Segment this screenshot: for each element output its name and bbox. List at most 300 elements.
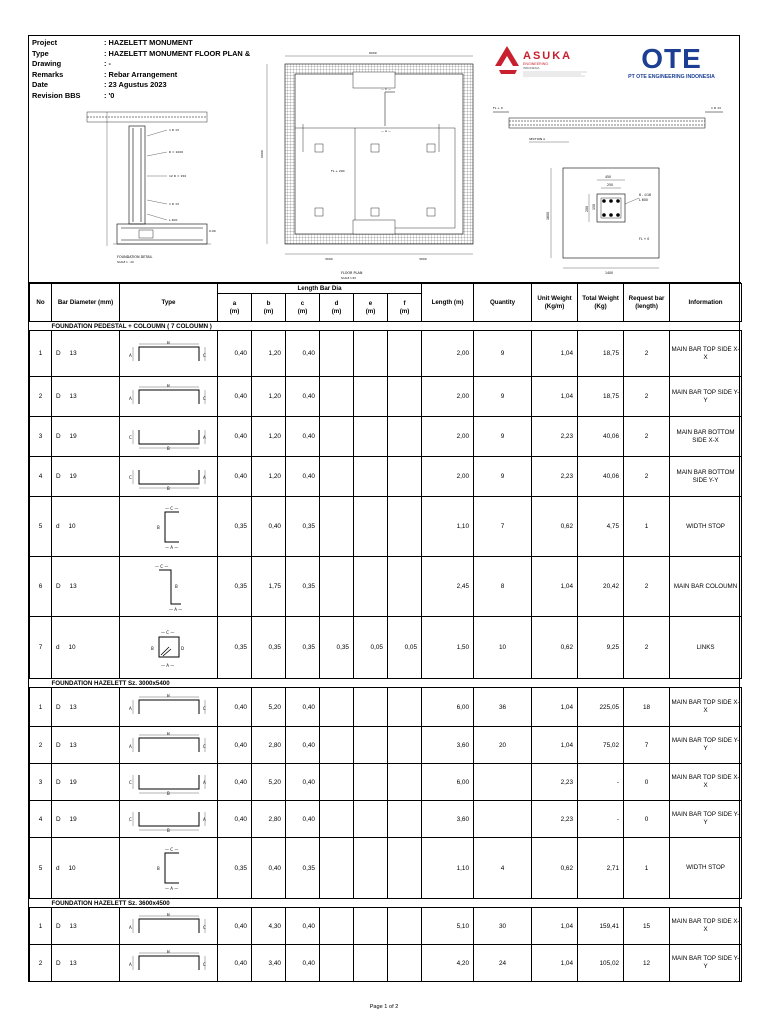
project-meta <box>32 38 250 102</box>
floor-plan-drawing <box>257 48 487 283</box>
cell-c: 0,40 <box>286 457 320 497</box>
cell-unit-weight: 0,62 <box>532 617 578 679</box>
pedestal-note-2: L 600 <box>639 198 648 202</box>
col-b <box>252 294 286 322</box>
cell-type <box>120 457 218 497</box>
svg-text:C: C <box>128 817 132 822</box>
cell-total-weight: - <box>578 764 624 801</box>
bar-shape-l-column <box>149 562 189 612</box>
cell-bar-diameter <box>52 838 120 899</box>
cell-quantity: 9 <box>474 331 532 377</box>
ote-mark: OTE <box>641 43 702 74</box>
cell-total-weight: 40,06 <box>578 457 624 497</box>
dia-value: 19 <box>69 473 77 480</box>
col-f-letter: f <box>403 300 406 308</box>
table-row <box>30 727 742 764</box>
sheet-header <box>29 36 741 283</box>
cell-c: 0,40 <box>286 331 320 377</box>
cell-e <box>354 457 388 497</box>
col-c <box>286 294 320 322</box>
svg-text:B: B <box>166 732 170 736</box>
cell-request-bar: 1 <box>624 497 670 557</box>
dia-prefix: D <box>56 583 61 590</box>
bar-shape-u-bottom <box>127 769 211 795</box>
cell-bar-diameter <box>52 908 120 945</box>
cell-quantity: 10 <box>474 617 532 679</box>
col-c-unit: (m) <box>297 307 308 315</box>
svg-text:B: B <box>166 950 170 954</box>
cell-a: 0,40 <box>218 417 252 457</box>
cell-type <box>120 727 218 764</box>
cell-total-weight: 9,25 <box>578 617 624 679</box>
col-e-letter: e <box>368 300 373 308</box>
cell-type <box>120 764 218 801</box>
svg-text:A: A <box>128 706 132 711</box>
cell-type <box>120 838 218 899</box>
cell-no: 5 <box>30 497 52 557</box>
cell-quantity: 7 <box>474 497 532 557</box>
dia-prefix: D <box>56 703 61 711</box>
svg-text:B: B <box>166 791 170 795</box>
cell-bar-diameter <box>52 945 120 982</box>
col-a <box>218 294 252 322</box>
foundation-detail-drawing <box>47 106 247 266</box>
cell-type <box>120 377 218 417</box>
cell-c: 0,40 <box>286 764 320 801</box>
cell-type <box>120 908 218 945</box>
cell-quantity: 8 <box>474 557 532 617</box>
pedestal-note-3: FL + 0 <box>639 237 650 241</box>
cell-f: 0,05 <box>388 617 422 679</box>
pedestal-dim-2: 250 <box>607 183 614 187</box>
cell-c: 0,40 <box>286 417 320 457</box>
cell-request-bar: 2 <box>624 417 670 457</box>
cell-b: 3,40 <box>252 945 286 982</box>
cell-no: 6 <box>30 557 52 617</box>
svg-text:B: B <box>150 645 154 651</box>
col-length-bar-dia: Length Bar Dia <box>218 284 422 294</box>
meta-label: Remarks <box>32 69 64 79</box>
meta-value: : 23 Agustus 2023 <box>104 80 167 90</box>
cell-no: 2 <box>30 945 52 982</box>
bbs-sheet <box>28 35 740 982</box>
dia-prefix: D <box>56 473 61 480</box>
cell-d <box>320 727 354 764</box>
cell-d <box>320 764 354 801</box>
cell-b: 5,20 <box>252 764 286 801</box>
cell-c: 0,40 <box>286 945 320 982</box>
dia-value: 19 <box>69 778 77 786</box>
cell-a: 0,40 <box>218 331 252 377</box>
cell-no: 1 <box>30 331 52 377</box>
cell-bar-diameter <box>52 557 120 617</box>
cell-total-weight: 4,75 <box>578 497 624 557</box>
cell-b: 0,35 <box>252 617 286 679</box>
cell-bar-diameter <box>52 417 120 457</box>
cell-e <box>354 417 388 457</box>
bar-shape-c-bracket <box>149 845 189 891</box>
svg-text:C: C <box>202 925 206 930</box>
cell-b: 4,30 <box>252 908 286 945</box>
cell-unit-weight: 1,04 <box>532 331 578 377</box>
cell-total-weight: 105,02 <box>578 945 624 982</box>
cell-f <box>388 417 422 457</box>
ote-sub: PT OTE ENGINEERING INDONESIA <box>628 74 715 80</box>
cell-information: MAIN BAR TOP SIDE Y-Y <box>670 377 742 417</box>
cell-no: 2 <box>30 377 52 417</box>
cell-e <box>354 727 388 764</box>
cell-b: 1,75 <box>252 557 286 617</box>
cell-total-weight: 159,41 <box>578 908 624 945</box>
pedestal-dim-1: 450 <box>605 175 612 179</box>
cell-information: MAIN BAR BOTTOM SIDE X-X <box>670 417 742 457</box>
col-f <box>388 294 422 322</box>
cell-e: 0,05 <box>354 617 388 679</box>
cell-c: 0,40 <box>286 377 320 417</box>
svg-text:B: B <box>166 340 170 345</box>
cell-f <box>388 945 422 982</box>
dia-value: 10 <box>68 523 76 530</box>
cell-f <box>388 801 422 838</box>
cell-information: MAIN BAR TOP SIDE X-X <box>670 331 742 377</box>
svg-text:— A —: — A — <box>160 662 174 668</box>
meta-row <box>32 59 250 70</box>
bar-shape-u-top <box>127 384 211 410</box>
cell-no: 1 <box>30 908 52 945</box>
svg-text:A: A <box>202 434 206 440</box>
section-title: FOUNDATION PEDESTAL + COLOUMN ( 7 COLOUMN ) <box>30 322 742 331</box>
cell-no: 3 <box>30 764 52 801</box>
meta-row <box>32 49 250 60</box>
svg-text:C: C <box>202 706 206 711</box>
cell-quantity <box>474 764 532 801</box>
svg-text:B: B <box>166 694 170 698</box>
dia-value: 19 <box>69 815 77 823</box>
section-header <box>30 679 742 688</box>
cell-total-weight: 20,42 <box>578 557 624 617</box>
svg-text:L 400: L 400 <box>169 218 178 222</box>
cell-a: 0,40 <box>218 764 252 801</box>
svg-text:— C —: — C — <box>154 563 168 569</box>
cell-c: 0,35 <box>286 617 320 679</box>
bar-shape-u-top <box>127 341 211 367</box>
floor-plan-dim-bottom-left: 3000 <box>325 257 333 261</box>
cell-f <box>388 331 422 377</box>
svg-text:A: A <box>202 817 206 822</box>
cell-d <box>320 457 354 497</box>
cell-request-bar: 0 <box>624 764 670 801</box>
cell-bar-diameter <box>52 801 120 838</box>
cell-d <box>320 945 354 982</box>
floor-plan-scale: SCALE 1:50 <box>341 277 356 280</box>
dia-prefix: d <box>56 864 60 872</box>
col-length: Length (m) <box>422 284 474 322</box>
col-unit-weight: Unit Weight (Kg/m) <box>532 284 578 322</box>
col-a-letter: a <box>232 300 237 308</box>
cell-f <box>388 838 422 899</box>
cell-request-bar: 2 <box>624 331 670 377</box>
bar-shape-u-top <box>127 950 211 976</box>
foundation-detail-title: FOUNDATION DETAIL <box>117 255 153 259</box>
cell-b: 1,20 <box>252 331 286 377</box>
cell-e <box>354 838 388 899</box>
pedestal-dim-4: 150 <box>592 203 596 210</box>
svg-text:— C —: — C — <box>381 87 392 91</box>
cell-length: 2,00 <box>422 377 474 417</box>
cell-bar-diameter <box>52 617 120 679</box>
col-quantity: Quantity <box>474 284 532 322</box>
cell-no: 4 <box>30 457 52 497</box>
col-f-unit: (m) <box>399 307 410 315</box>
col-d-unit: (m) <box>331 307 342 315</box>
dia-prefix: D <box>56 778 61 786</box>
cell-bar-diameter <box>52 331 120 377</box>
cell-information: MAIN BAR TOP SIDE X-X <box>670 688 742 727</box>
cell-length: 3,60 <box>422 801 474 838</box>
table-row <box>30 908 742 945</box>
cell-bar-diameter <box>52 457 120 497</box>
cell-bar-diameter <box>52 377 120 417</box>
cell-no: 1 <box>30 688 52 727</box>
cell-d <box>320 417 354 457</box>
cell-a: 0,40 <box>218 377 252 417</box>
table-row <box>30 417 742 457</box>
cell-type <box>120 331 218 377</box>
meta-row <box>32 91 250 102</box>
cell-a: 0,35 <box>218 617 252 679</box>
dia-prefix: D <box>56 350 61 357</box>
cell-unit-weight: 2,23 <box>532 764 578 801</box>
table-row <box>30 688 742 727</box>
cell-information: MAIN BAR TOP SIDE Y-Y <box>670 727 742 764</box>
pedestal-note-1: 6 - ∅16 <box>639 193 652 197</box>
cell-a: 0,35 <box>218 557 252 617</box>
dia-value: 13 <box>69 583 77 590</box>
meta-row <box>32 70 250 81</box>
svg-text:— A —: — A — <box>168 606 182 612</box>
cell-e <box>354 377 388 417</box>
svg-text:B: B <box>156 866 160 871</box>
svg-text:B: B <box>166 913 170 917</box>
cell-a: 0,40 <box>218 908 252 945</box>
col-type: Type <box>120 284 218 322</box>
cell-length: 1,10 <box>422 497 474 557</box>
svg-text:A: A <box>128 395 132 401</box>
cell-no: 2 <box>30 727 52 764</box>
pedestal-dim-3: 200 <box>585 205 589 212</box>
svg-text:FL + 0: FL + 0 <box>493 106 503 110</box>
bar-shape-u-bottom <box>127 806 211 832</box>
cell-no: 7 <box>30 617 52 679</box>
bar-shape-u-top <box>127 732 211 758</box>
cell-e <box>354 945 388 982</box>
cell-length: 2,00 <box>422 331 474 377</box>
svg-text:C: C <box>202 395 206 401</box>
cell-information: MAIN BAR TOP SIDE Y-Y <box>670 945 742 982</box>
cell-c: 0,35 <box>286 497 320 557</box>
cell-d <box>320 838 354 899</box>
foundation-detail-scale: SCALE 1 : 20 <box>117 261 134 264</box>
svg-text:D: D <box>180 645 184 651</box>
cell-d <box>320 801 354 838</box>
bar-shape-c-bracket <box>149 504 189 550</box>
col-d <box>320 294 354 322</box>
cell-b: 0,40 <box>252 497 286 557</box>
dia-prefix: d <box>56 523 60 530</box>
dia-value: 13 <box>69 393 77 400</box>
cell-b: 1,20 <box>252 457 286 497</box>
svg-text:— A —: — A — <box>164 544 178 550</box>
svg-text:A: A <box>202 474 206 480</box>
cell-unit-weight: 1,04 <box>532 377 578 417</box>
floor-plan-title: FLOOR PLAN <box>341 271 363 275</box>
dia-value: 10 <box>68 864 76 872</box>
meta-label: Type <box>32 48 49 58</box>
cell-e <box>354 331 388 377</box>
cell-e <box>354 764 388 801</box>
asuka-country: INDONESIA <box>523 66 540 70</box>
svg-text:1 D 13: 1 D 13 <box>169 202 179 206</box>
cell-e <box>354 557 388 617</box>
section-header <box>30 899 742 908</box>
cell-total-weight: 2,71 <box>578 838 624 899</box>
floor-plan-dim-side: 6000 <box>260 150 264 158</box>
cell-a: 0,40 <box>218 945 252 982</box>
cell-c: 0,40 <box>286 727 320 764</box>
cell-length: 3,60 <box>422 727 474 764</box>
cell-request-bar: 2 <box>624 457 670 497</box>
cell-no: 5 <box>30 838 52 899</box>
cell-quantity: 20 <box>474 727 532 764</box>
cell-bar-diameter <box>52 764 120 801</box>
asuka-logo <box>491 44 621 80</box>
cell-total-weight: 40,06 <box>578 417 624 457</box>
svg-text:— A —: — A — <box>381 129 391 133</box>
dia-value: 13 <box>69 922 77 930</box>
cell-b: 0,40 <box>252 838 286 899</box>
svg-text:A: A <box>128 352 132 358</box>
cell-e <box>354 688 388 727</box>
cell-a: 0,40 <box>218 457 252 497</box>
cell-a: 0,35 <box>218 497 252 557</box>
dia-prefix: D <box>56 433 61 440</box>
cell-length: 1,50 <box>422 617 474 679</box>
cell-type <box>120 688 218 727</box>
meta-label: Date <box>32 80 49 90</box>
cell-a: 0,40 <box>218 688 252 727</box>
cell-length: 6,00 <box>422 688 474 727</box>
cell-c: 0,40 <box>286 801 320 838</box>
meta-row <box>32 80 250 91</box>
cell-length: 2,45 <box>422 557 474 617</box>
cell-quantity: 4 <box>474 838 532 899</box>
dia-value: 13 <box>69 703 77 711</box>
slab-section-drawing <box>489 98 739 158</box>
cell-f <box>388 688 422 727</box>
cell-total-weight: 18,75 <box>578 331 624 377</box>
col-total-weight: Total Weight (Kg) <box>578 284 624 322</box>
pedestal-plan-drawing <box>529 158 709 278</box>
cell-b: 2,80 <box>252 801 286 838</box>
meta-value: : '0 <box>104 90 115 100</box>
cell-a: 0,40 <box>218 801 252 838</box>
table-row <box>30 801 742 838</box>
cell-quantity: 9 <box>474 457 532 497</box>
cell-c: 0,35 <box>286 557 320 617</box>
cell-quantity: 36 <box>474 688 532 727</box>
table-row <box>30 945 742 982</box>
svg-text:B: B <box>166 828 170 832</box>
col-bar-diameter: Bar Diameter (mm) <box>52 284 120 322</box>
cell-quantity: 30 <box>474 908 532 945</box>
svg-text:C: C <box>202 744 206 749</box>
cell-length: 2,00 <box>422 417 474 457</box>
dia-prefix: D <box>56 815 61 823</box>
table-row <box>30 457 742 497</box>
cell-request-bar: 15 <box>624 908 670 945</box>
cell-information: LINKS <box>670 617 742 679</box>
svg-text:1 D 13: 1 D 13 <box>169 128 179 132</box>
cell-b: 5,20 <box>252 688 286 727</box>
pedestal-dim-6: 1600 <box>546 211 550 220</box>
dia-value: 10 <box>68 644 76 651</box>
meta-value: : HAZELETT MONUMENT <box>104 38 193 47</box>
cell-length: 1,10 <box>422 838 474 899</box>
cell-f <box>388 457 422 497</box>
svg-text:B: B <box>166 445 170 450</box>
svg-text:12 D = 150: 12 D = 150 <box>169 174 187 178</box>
cell-no: 3 <box>30 417 52 457</box>
cell-request-bar: 2 <box>624 377 670 417</box>
section-header <box>30 322 742 331</box>
cell-unit-weight: 1,04 <box>532 557 578 617</box>
floor-plan-dim-top: 6000 <box>369 51 377 55</box>
cell-request-bar: 7 <box>624 727 670 764</box>
cell-quantity: 9 <box>474 417 532 457</box>
svg-text:— C —: — C — <box>164 505 178 511</box>
table-row <box>30 377 742 417</box>
cell-a: 0,35 <box>218 838 252 899</box>
col-no: No <box>30 284 52 322</box>
cell-information: MAIN BAR BOTTOM SIDE Y-Y <box>670 457 742 497</box>
dia-value: 13 <box>69 741 77 749</box>
dia-prefix: d <box>56 644 60 651</box>
cell-b: 2,80 <box>252 727 286 764</box>
cell-information: WIDTH STOP <box>670 497 742 557</box>
dia-value: 13 <box>69 350 77 357</box>
ote-logo <box>619 44 724 84</box>
floor-plan-dim-bottom-right: 3000 <box>419 257 427 261</box>
cell-request-bar: 0 <box>624 801 670 838</box>
col-e-unit: (m) <box>365 307 376 315</box>
meta-row <box>32 38 250 49</box>
cell-request-bar: 2 <box>624 557 670 617</box>
svg-text:B: B <box>166 485 170 490</box>
cell-information: MAIN BAR COLOUMN <box>670 557 742 617</box>
pedestal-dim-5: 1400 <box>605 271 614 275</box>
dia-prefix: D <box>56 393 61 400</box>
svg-text:C: C <box>202 962 206 967</box>
cell-bar-diameter <box>52 688 120 727</box>
svg-text:— C —: — C — <box>164 847 178 852</box>
cell-e <box>354 908 388 945</box>
table-row <box>30 617 742 679</box>
svg-text:C: C <box>128 780 132 785</box>
bar-shape-u-top <box>127 913 211 939</box>
cell-unit-weight: 2,23 <box>532 457 578 497</box>
dia-value: 13 <box>69 959 77 967</box>
table-row <box>30 331 742 377</box>
